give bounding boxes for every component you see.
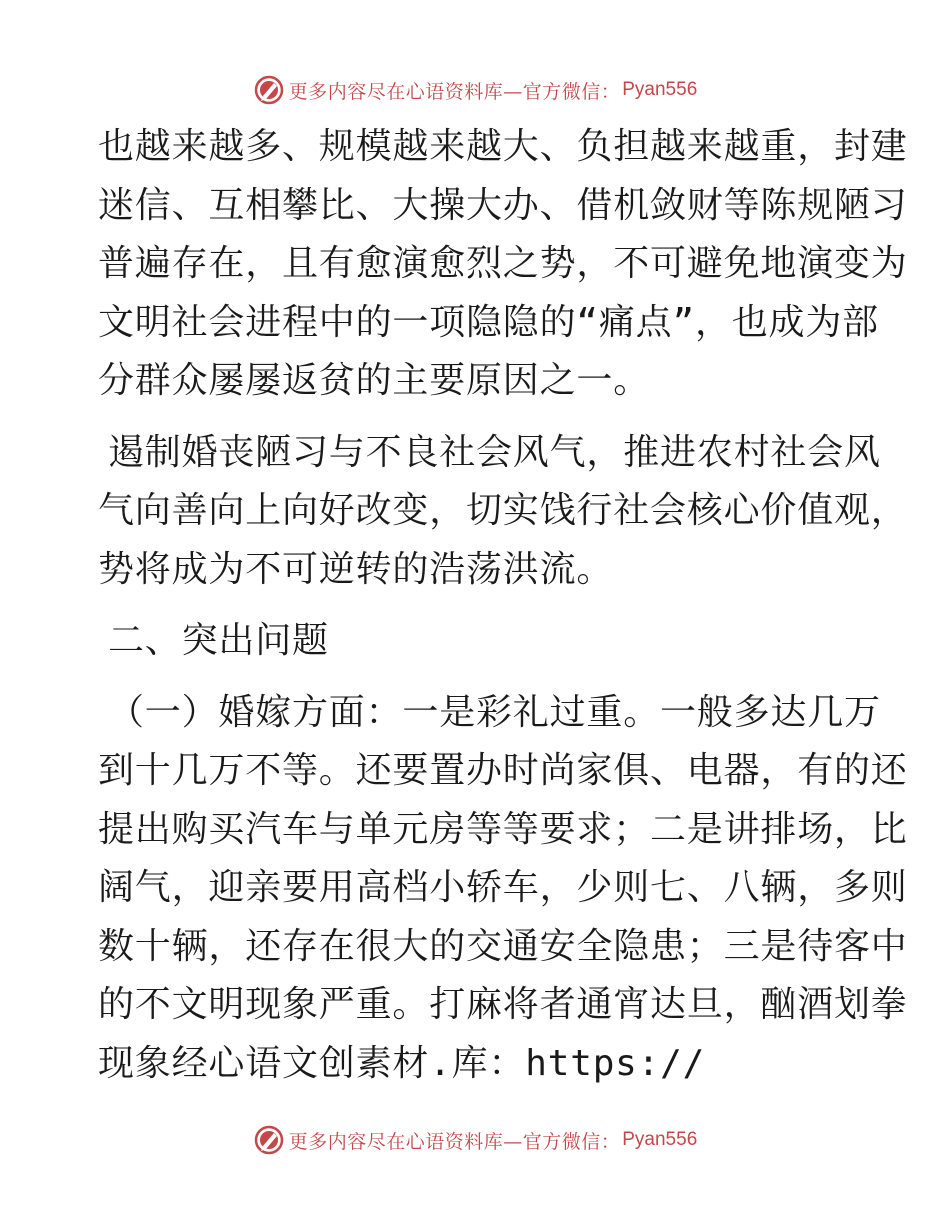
text-line: 迷信、互相攀比、大操大办、借机敛财等陈规陋习 bbox=[98, 184, 908, 226]
watermark-id: Pyan556 bbox=[622, 1129, 698, 1150]
paragraph-2 bbox=[98, 424, 881, 483]
heading-text: 二、突出问题 bbox=[108, 620, 329, 661]
watermark-text: 更多内容尽在心语资料库—官方微信： bbox=[288, 80, 621, 103]
text-line: 文明社会进程中的一项隐隐的“痛点”，也成为部 bbox=[98, 301, 879, 343]
header-watermark bbox=[0, 72, 950, 108]
watermark-text: 更多内容尽在心语资料库—官方微信： bbox=[288, 1130, 621, 1153]
text-line: 的不文明现象严重。打麻将者通宵达旦，酗酒划拳 bbox=[98, 984, 908, 1025]
section-heading bbox=[98, 612, 858, 671]
text-line: 也越来越多、规模越来越大、负担越来越重，封建 bbox=[98, 126, 908, 167]
pen-seal-icon bbox=[253, 1124, 285, 1156]
text-line: （一）婚嫁方面：一是彩礼过重。一般多达几万 bbox=[108, 691, 881, 733]
paragraph-2-continued bbox=[98, 482, 908, 599]
text-line: 气向善向上向好改变，切实饯行社会核心价值观， bbox=[98, 490, 908, 531]
text-line: 势将成为不可逆转的浩荡洪流。 bbox=[98, 548, 614, 590]
text-line: 普遍存在，且有愈演愈烈之势，不可避免地演变为 bbox=[98, 243, 908, 284]
text-line: 到十几万不等。还要置办时尚家俱、电器，有的还 bbox=[98, 750, 908, 791]
document-body bbox=[98, 118, 908, 1106]
footer-watermark bbox=[0, 1122, 950, 1158]
text-line: 阔气，迎亲要用高档小轿车，少则七、八辆，多则 bbox=[98, 867, 908, 908]
text-line: 分群众屡屡返贫的主要原因之一。 bbox=[98, 360, 651, 401]
text-line: 现象经心语文创素材.库：https:// bbox=[98, 1042, 706, 1084]
text-line: 提出购买汽车与单元房等等要求；二是讲排场，比 bbox=[98, 808, 908, 850]
text-line: 遏制婚丧陋习与不良社会风气，推进农村社会风 bbox=[108, 431, 881, 473]
watermark-id: Pyan556 bbox=[622, 79, 698, 100]
paragraph-1 bbox=[98, 118, 908, 411]
text-line: 数十辆，还存在很大的交通安全隐患；三是待客中 bbox=[98, 925, 908, 967]
pen-seal-icon bbox=[253, 74, 285, 106]
paragraph-3 bbox=[98, 684, 908, 1094]
